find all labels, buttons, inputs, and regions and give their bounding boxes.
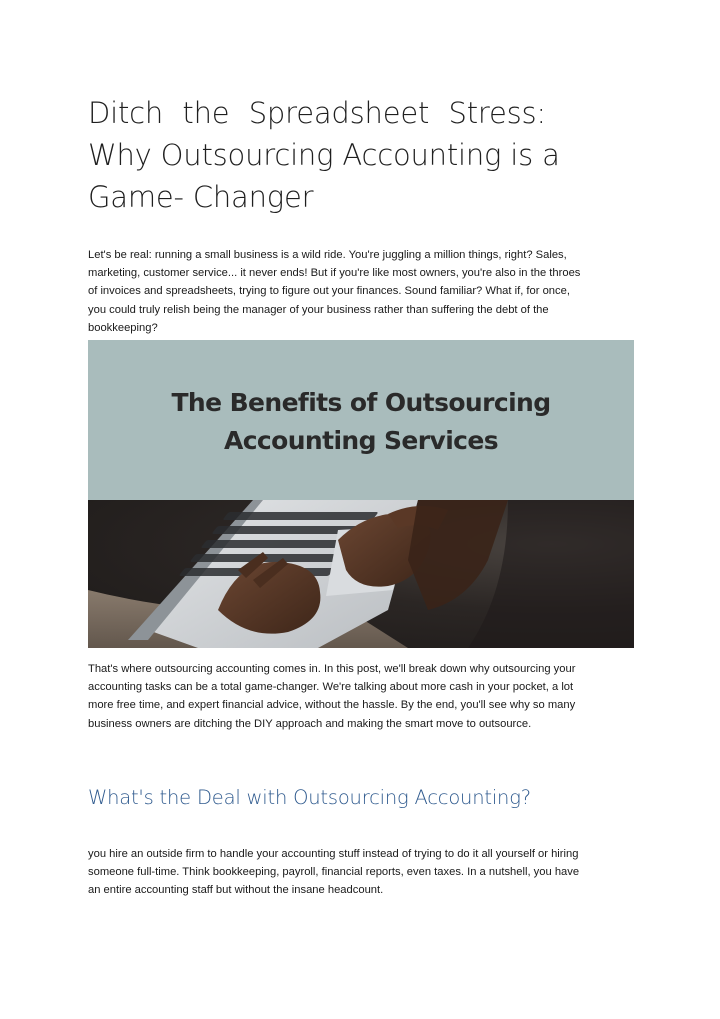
text-line: Let's be real: running a small business is a wild ride. You're juggling a million things, right? Sales,	[88, 249, 567, 261]
text-line: you hire an outside firm to handle your accounting stuff instead of trying to do it all yourself or hiring	[88, 848, 579, 860]
text-line: marketing, customer service... it never ends! But if you're like most owners, you're also in the throes	[88, 267, 581, 280]
text-line: of invoices and spreadsheets, trying to figure out your finances. Sound familiar? What if, for once,	[88, 285, 570, 298]
title-line: Game- Changer	[88, 180, 314, 214]
hero-title-line: The Benefits of Outsourcing	[171, 388, 551, 417]
article-title	[88, 92, 560, 218]
text-line: accounting tasks can be a total game-changer. We're talking about more cash in your pocket, a lot	[88, 681, 574, 694]
section-paragraph	[88, 845, 636, 900]
laptop-hands-illustration	[88, 500, 634, 648]
text-line: more free time, and expert financial advice, without the hassle. By the end, you'll see why so many	[88, 699, 576, 712]
title-line: Why Outsourcing Accounting is a	[88, 138, 560, 172]
hero-title-line: Accounting Services	[223, 426, 499, 455]
intro-paragraph	[88, 246, 636, 337]
hero-image	[88, 340, 634, 648]
hero-banner	[88, 340, 634, 500]
text-line: That's where outsourcing accounting comes in. In this post, we'll break down why outsourcing your	[88, 663, 576, 675]
text-line: business owners are ditching the DIY approach and making the smart move to outsource.	[88, 717, 532, 730]
section-heading: What's the Deal with Outsourcing Accounting?	[88, 786, 531, 809]
laptop-photo	[88, 500, 634, 648]
hero-title	[88, 384, 634, 460]
text-line: someone full-time. Think bookkeeping, payroll, financial reports, even taxes. In a nutshell, you have	[88, 866, 580, 879]
text-line: bookkeeping?	[88, 321, 158, 334]
title-line: Ditch the Spreadsheet Stress:	[88, 96, 546, 130]
text-line: you could truly relish being the manager of your business rather than suffering the debt of the	[88, 303, 549, 316]
body-paragraph	[88, 660, 636, 733]
text-line: an entire accounting staff but without the insane headcount.	[88, 884, 384, 897]
